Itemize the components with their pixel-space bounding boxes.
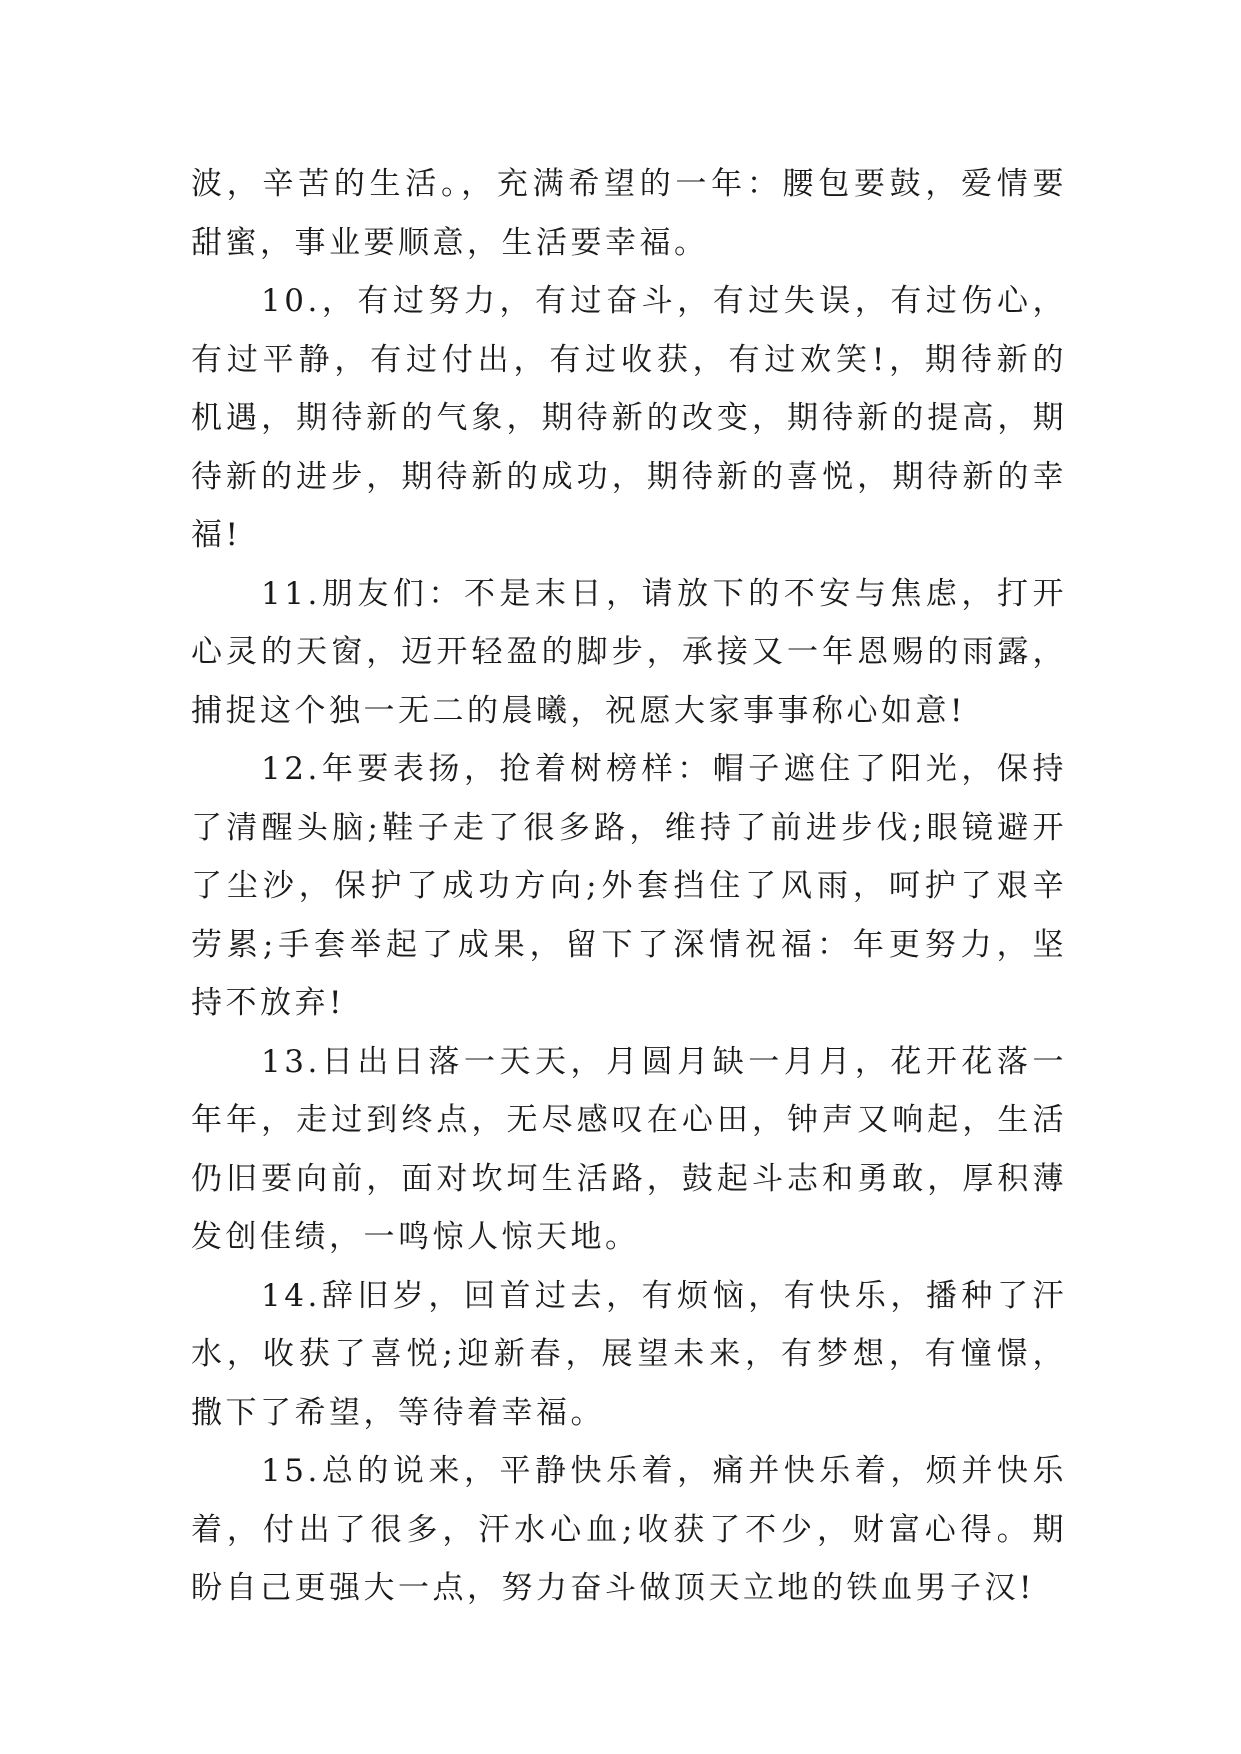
paragraph-continuation: 波，辛苦的生活。，充满希望的一年：腰包要鼓，爱情要甜蜜，事业要顺意，生活要幸福。: [191, 166, 1067, 261]
paragraph-13: 13.日出日落一天天，月圆月缺一月月，花开花落一年年，走过到终点，无尽感叹在心田，钟声又响起，生活仍旧要向前，面对坎坷生活路，鼓起斗志和勇敢，厚积薄发创佳绩，一鸣惊人惊天地。: [191, 1043, 1067, 1255]
paragraph-12: 12.年要表扬，抢着树榜样：帽子遮住了阳光，保持了清醒头脑;鞋子走了很多路，维持了前进步伐;眼镜避开了尘沙，保护了成功方向;外套挡住了风雨，呵护了艰辛劳累;手套举起了成果，留下了深情祝福：年更努力，坚持不放弃!: [191, 751, 1067, 1021]
paragraph-14: 14.辞旧岁，回首过去，有烦恼，有快乐，播种了汗水，收获了喜悦;迎新春，展望未来，有梦想，有憧憬，撒下了希望，等待着幸福。: [191, 1277, 1067, 1431]
paragraph-10: 10.，有过努力，有过奋斗，有过失误，有过伤心，有过平静，有过付出，有过收获，有过欢笑!，期待新的机遇，期待新的气象，期待新的改变，期待新的提高，期待新的进步，期待新的成功，期待新的喜悦，期待新的幸福!: [191, 283, 1067, 553]
document-body: [191, 155, 1067, 1618]
paragraph-15: 15.总的说来，平静快乐着，痛并快乐着，烦并快乐着，付出了很多，汗水心血;收获了不少，财富心得。期盼自己更强大一点，努力奋斗做顶天立地的铁血男子汉!: [191, 1453, 1067, 1606]
paragraph-11: 11.朋友们：不是末日，请放下的不安与焦虑，打开心灵的天窗，迈开轻盈的脚步，承接又一年恩赐的雨露，捕捉这个独一无二的晨曦，祝愿大家事事称心如意!: [191, 575, 1067, 729]
